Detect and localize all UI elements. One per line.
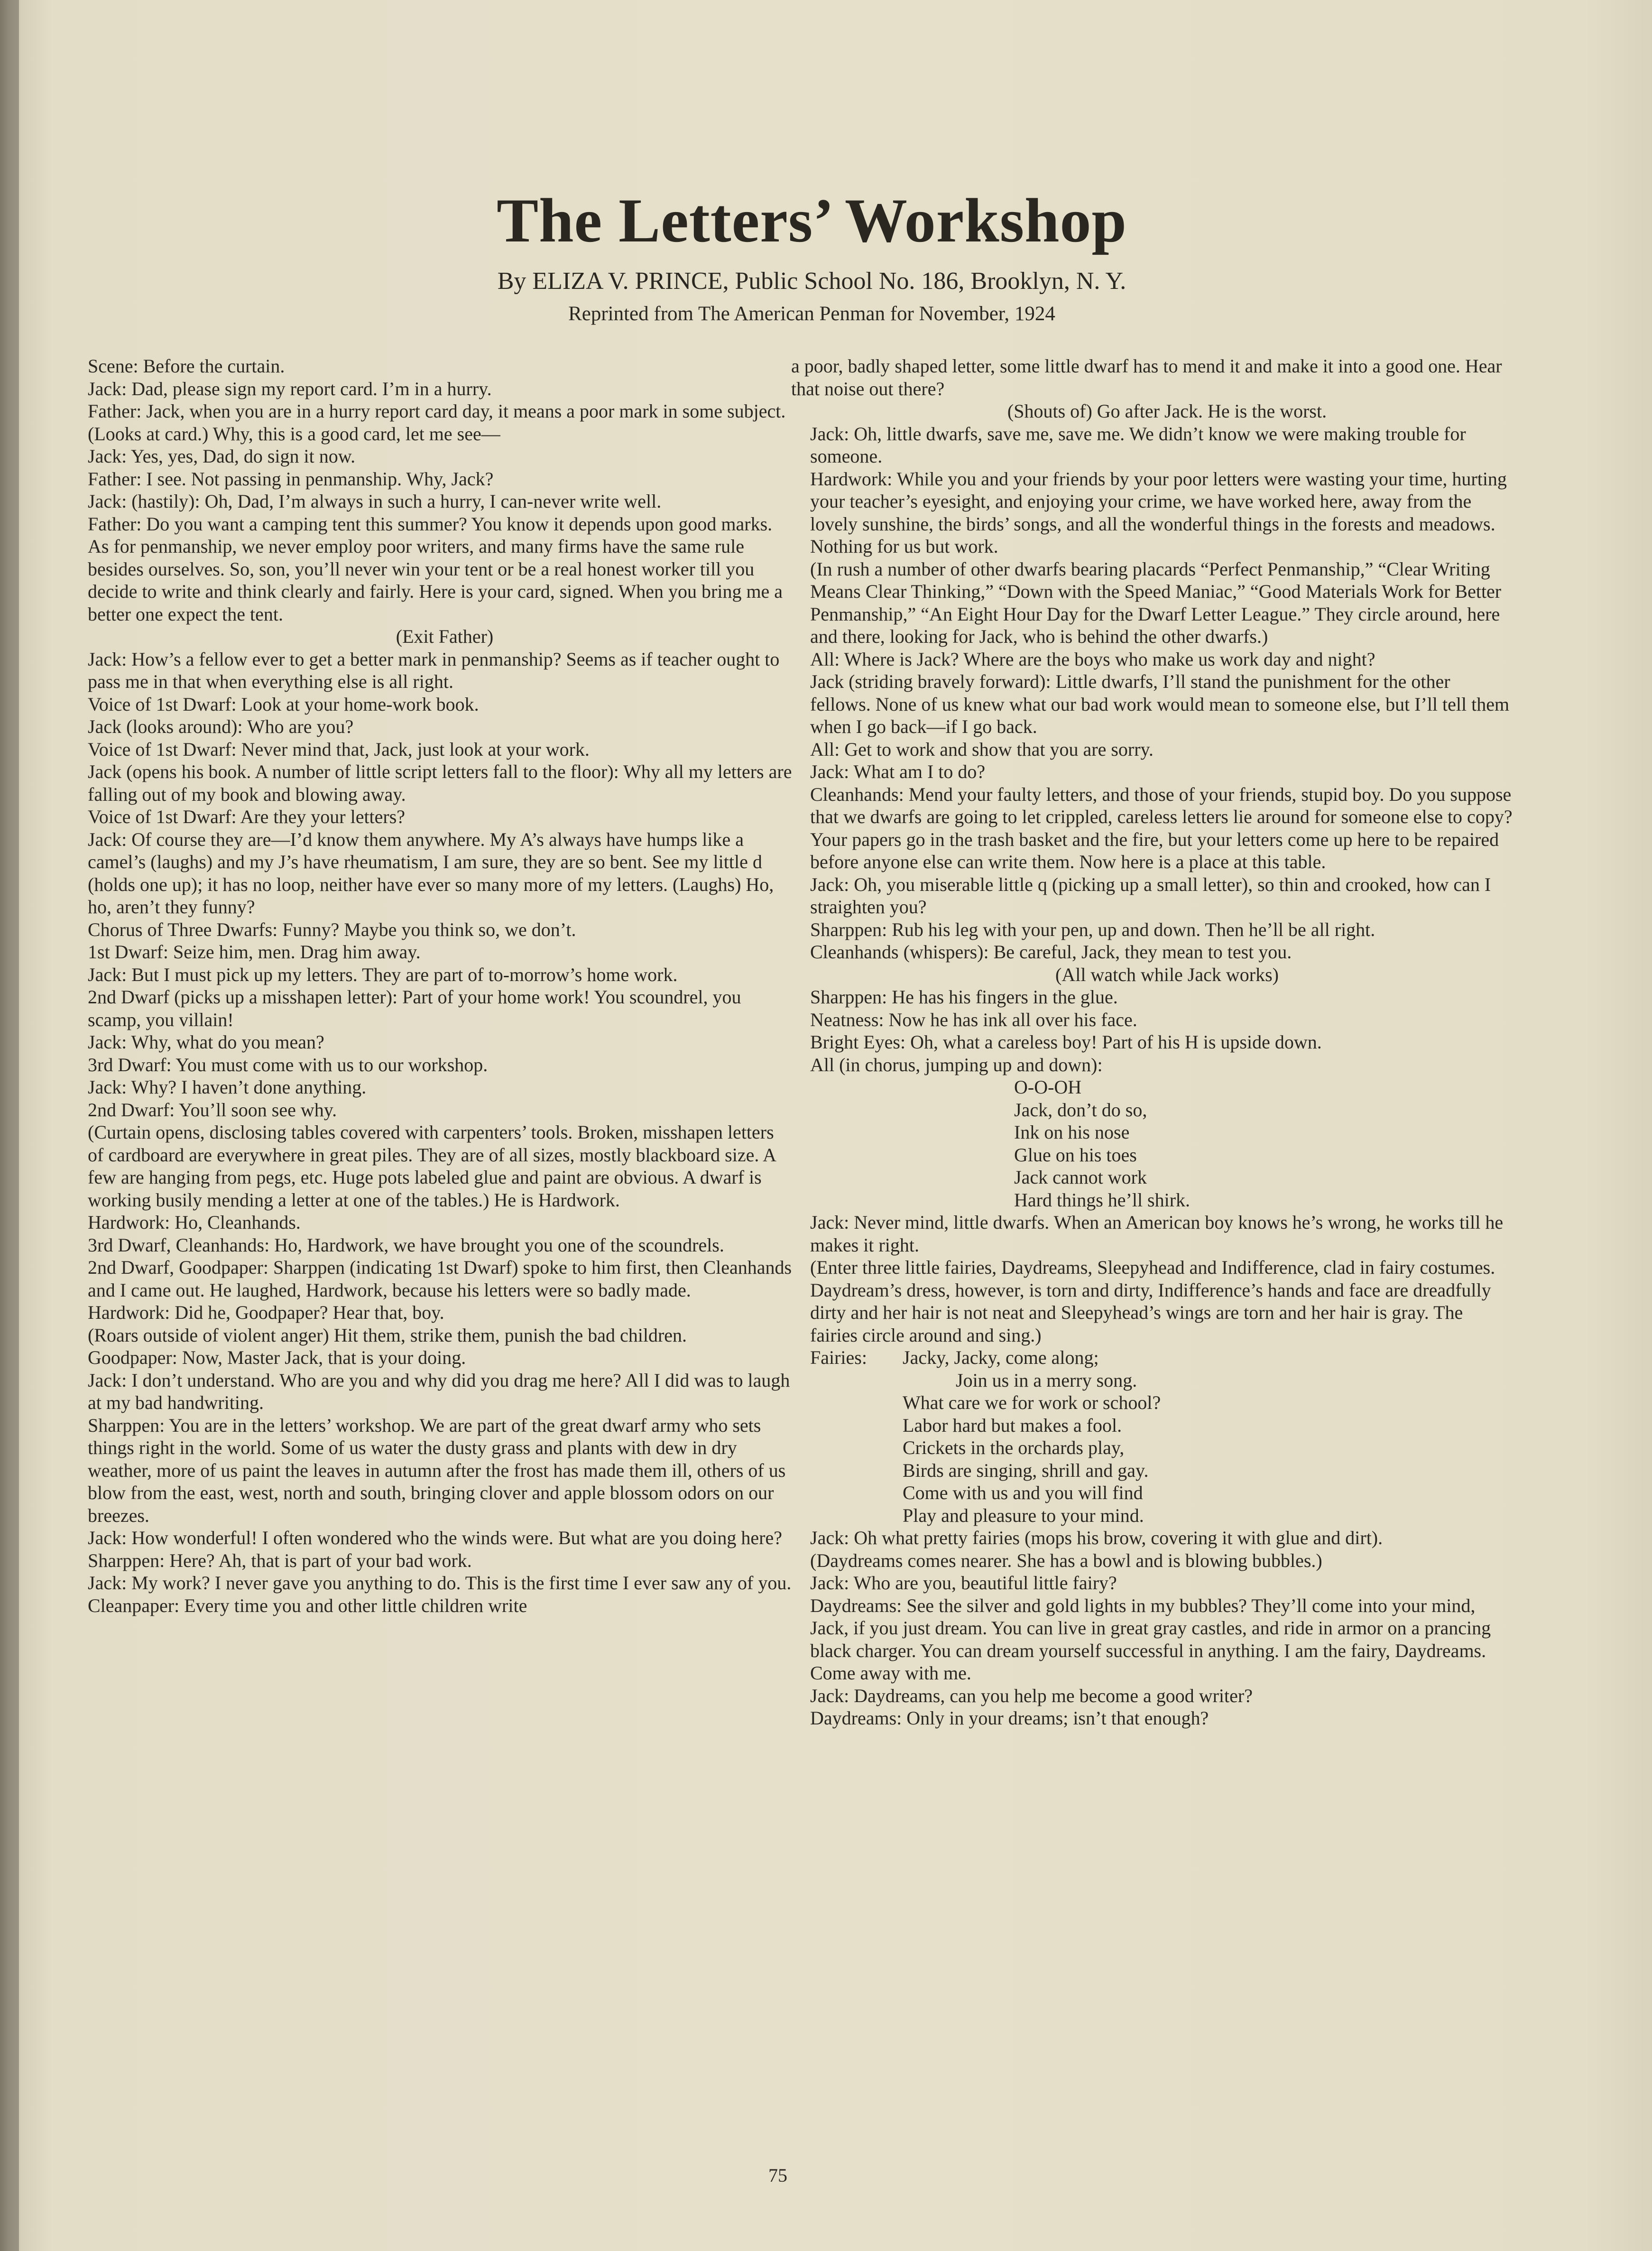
script-line: 2nd Dwarf: You’ll soon see why.	[88, 1099, 337, 1121]
book-gutter	[0, 0, 19, 2251]
script-line: Jack: Dad, please sign my report card. I’m in a hurry.	[88, 378, 492, 399]
script-line: Jack: Daydreams, can you help me become a good writer?	[810, 1685, 1253, 1706]
script-line: Hardwork: Did he, Goodpaper? Hear that, boy.	[88, 1302, 444, 1323]
chorus-verse-line: Jack cannot work	[1014, 1167, 1147, 1188]
script-line: Hardwork: While you and your friends by your poor letters were wasting your time, hurting your teacher’s eyesight, and enjoying your crime, we have worked here, away from the lovely sunshine, the birds’ songs, and all the wonderful things in the forests and meadows. Nothing for us but work.	[810, 468, 1507, 557]
script-line: Jack: Of course they are—I’d know them anywhere. My A’s always have humps like a camel’s (laughs) and my J’s have rheumatism, I am sure, they are so bent. See my little d (holds one up); it has no loop, neither have ever so many more of my letters. (Laughs) Ho, ho, aren’t they funny?	[88, 828, 774, 917]
song-line: Join us in a merry song.	[956, 1369, 1137, 1391]
script-line: Voice of 1st Dwarf: Never mind that, Jack, just look at your work.	[88, 738, 590, 760]
script-line: Jack: What am I to do?	[810, 761, 986, 782]
stage-direction: (Curtain opens, disclosing tables covered with carpenters’ tools. Broken, misshapen letters of cardboard are everywhere in great piles. They are of all sizes, mostly blackboard size. A few are hanging from pegs, etc. Huge pots labeled glue and paint are obvious. A dwarf is working busily mending a letter at one of the tables.) He is Hardwork.	[88, 1121, 775, 1211]
script-line: Sharppen: You are in the letters’ workshop. We are part of the great dwarf army who sets things right in the world. Some of us water the dusty grass and plants with dew in dry weather, more of us paint the leaves in autumn after the frost has made them ill, others of us blow from the east, west, north and south, bringing clover and apple blossom odors on our breezes.	[88, 1414, 786, 1526]
script-line: Cleanhands (whispers): Be careful, Jack, they mean to test you.	[810, 941, 1292, 963]
script-line: Father: I see. Not passing in penmanship. Why, Jack?	[88, 468, 494, 490]
script-line: All: Get to work and show that you are sorry.	[810, 738, 1154, 760]
script-line: All: Where is Jack? Where are the boys who make us work day and night?	[810, 648, 1375, 670]
script-line: 3rd Dwarf, Cleanhands: Ho, Hardwork, we have brought you one of the scoundrels.	[88, 1234, 724, 1256]
song-line: Labor hard but makes a fool.	[903, 1414, 1122, 1436]
chorus-verse-line: Jack, don’t do so,	[1014, 1099, 1147, 1121]
right-column	[791, 355, 1514, 1730]
script-line: Chorus of Three Dwarfs: Funny? Maybe you think so, we don’t.	[88, 918, 576, 940]
script-line: Jack: How wonderful! I often wondered who the winds were. But what are you doing here?	[88, 1527, 783, 1548]
fairies-song	[791, 1346, 1514, 1527]
script-line: Jack: How’s a fellow ever to get a better mark in penmanship? Seems as if teacher ought to pass me in that when everything else is all right.	[88, 648, 780, 692]
stage-direction: (All watch while Jack works)	[1055, 963, 1279, 985]
script-line: 1st Dwarf: Seize him, men. Drag him away.	[88, 941, 421, 963]
stage-direction: (Exit Father)	[396, 626, 494, 647]
script-line: Daydreams: See the silver and gold lights in my bubbles? They’ll come into your mind, Jack, if you just dream. You can live in great gray castles, and ride in armor on a prancing black charger. You can dream yourself successful in anything. I am the fairy, Daydreams. Come away with me.	[810, 1594, 1491, 1684]
chorus-verse-line: Ink on his nose	[1014, 1121, 1130, 1143]
song-lines	[903, 1346, 1161, 1527]
script-line: Jack: Why, what do you mean?	[88, 1031, 324, 1053]
song-line: Crickets in the orchards play,	[903, 1437, 1125, 1458]
script-line: 2nd Dwarf (picks up a misshapen letter): Part of your home work! You scoundrel, you scamp, you villain!	[88, 986, 741, 1030]
script-line: Jack: I don’t understand. Who are you and why did you drag me here? All I did was to laugh at my bad handwriting.	[88, 1369, 790, 1413]
speaker-label: Fairies:	[810, 1347, 867, 1368]
article-header	[0, 185, 1652, 328]
script-line: Voice of 1st Dwarf: Look at your home-work book.	[88, 693, 479, 715]
script-line: Neatness: Now he has ink all over his face.	[810, 1009, 1137, 1030]
script-line: Jack (opens his book. A number of little script letters fall to the floor): Why all my letters are falling out of my book and blowing away.	[88, 761, 792, 805]
stage-direction: (Enter three little fairies, Daydreams, Sleepyhead and Indifference, clad in fairy costumes. Daydream’s dress, however, is torn and dirty, Indifference’s hands and face are dreadfully dirty and her hair is not neat and Sleepyhead’s wings are torn and her hair is gray. The fairies circle around and sing.)	[810, 1257, 1495, 1346]
song-line: Jacky, Jacky, come along;	[903, 1347, 1099, 1368]
script-line: Jack: Never mind, little dwarfs. When an American boy knows he’s wrong, he works till he makes it right.	[810, 1212, 1504, 1256]
script-line: Goodpaper: Now, Master Jack, that is your doing.	[88, 1347, 466, 1368]
stage-direction: (Shouts of) Go after Jack. He is the worst.	[1007, 400, 1327, 422]
script-line: Jack (looks around): Who are you?	[88, 716, 354, 737]
script-line: Sharppen: Here? Ah, that is part of your bad work.	[88, 1549, 472, 1571]
script-line: Sharppen: Rub his leg with your pen, up and down. Then he’ll be all right.	[810, 918, 1375, 940]
page-number: 75	[768, 2165, 787, 2186]
song-line: What care we for work or school?	[903, 1392, 1161, 1413]
script-line: Jack: Oh, little dwarfs, save me, save me. We didn’t know we were making trouble for someone.	[810, 423, 1466, 467]
byline: By ELIZA V. PRINCE, Public School No. 186, Brooklyn, N. Y.	[497, 268, 1126, 295]
song-line: Play and pleasure to your mind.	[903, 1504, 1144, 1526]
script-line: a poor, badly shaped letter, some little dwarf has to mend it and make it into a good one. Hear that noise out there?	[791, 355, 1502, 399]
left-column	[69, 355, 792, 1617]
stage-direction: (Roars outside of violent anger) Hit them, strike them, punish the bad children.	[88, 1324, 687, 1346]
script-line: Bright Eyes: Oh, what a careless boy! Part of his H is upside down.	[810, 1031, 1322, 1053]
script-line: Hardwork: Ho, Cleanhands.	[88, 1212, 301, 1233]
script-line: Jack: But I must pick up my letters. They are part of to-morrow’s home work.	[88, 963, 678, 985]
chorus-verse-line: O-O-OH	[1014, 1076, 1082, 1098]
stage-direction: (In rush a number of other dwarfs bearing placards “Perfect Penmanship,” “Clear Writing Means Clear Thinking,” “Down with the Speed Maniac,” “Good Materials Work for Better Penmanship,” “An Eight Hour Day for the Dwarf Letter League.” They circle around, here and there, looking for Jack, who is behind the other dwarfs.)	[810, 558, 1502, 647]
script-line: Jack: Why? I haven’t done anything.	[88, 1076, 367, 1098]
script-line: Daydreams: Only in your dreams; isn’t that enough?	[810, 1707, 1209, 1729]
script-line: Cleanpaper: Every time you and other little children write	[88, 1594, 527, 1616]
script-line: Cleanhands: Mend your faulty letters, and those of your friends, stupid boy. Do you suppose that we dwarfs are going to let crippled, careless letters lie around for someone else to copy? Your papers go in the trash basket and the fire, but your letters come up here to be repaired before anyone else can write them. Now here is a place at this table.	[810, 783, 1513, 872]
chorus-verse-line: Glue on his toes	[1014, 1144, 1137, 1166]
script-line: Jack: Yes, yes, Dad, do sign it now.	[88, 445, 356, 467]
script-line: Jack: Oh what pretty fairies (mops his brow, covering it with glue and dirt).	[810, 1527, 1383, 1548]
script-line: 2nd Dwarf, Goodpaper: Sharppen (indicating 1st Dwarf) spoke to him first, then Cleanhands and I came out. He laughed, Hardwork, because his letters were so badly made.	[88, 1257, 792, 1301]
script-line: Voice of 1st Dwarf: Are they your letters?	[88, 806, 406, 827]
song-line: Birds are singing, shrill and gay.	[903, 1459, 1149, 1481]
script-line: Sharppen: He has his fingers in the glue.	[810, 986, 1118, 1008]
script-line: Father: Do you want a camping tent this summer? You know it depends upon good marks. As for penmanship, we never employ poor writers, and many firms have the same rule besides ourselves. So, son, you’ll never win your tent or be a real honest worker till you decide to write and think clearly and fairly. Here is your card, signed. When you bring me a better one expect the tent.	[88, 513, 783, 625]
reprint-note: Reprinted from The American Penman for November, 1924	[568, 303, 1055, 325]
song-line: Come with us and you will find	[903, 1482, 1143, 1503]
script-line: 3rd Dwarf: You must come with us to our workshop.	[88, 1054, 488, 1075]
chorus-verse-line: Hard things he’ll shirk.	[1014, 1189, 1191, 1211]
stage-direction: (Daydreams comes nearer. She has a bowl and is blowing bubbles.)	[810, 1549, 1322, 1571]
script-line: Father: Jack, when you are in a hurry report card day, it means a poor mark in some subject. (Looks at card.) Why, this is a good card, let me see—	[88, 400, 786, 445]
script-line: Jack: (hastily): Oh, Dad, I’m always in such a hurry, I can-never write well.	[88, 491, 662, 512]
script-line: Jack: My work? I never gave you anything to do. This is the first time I ever saw any of you.	[88, 1572, 792, 1593]
script-line: Jack: Who are you, beautiful little fairy?	[810, 1572, 1117, 1593]
script-line: Jack (striding bravely forward): Little dwarfs, I’ll stand the punishment for the other fellows. None of us knew what our bad work would mean to someone else, but I’ll tell them when I go back—if I go back.	[810, 671, 1510, 737]
script-line: Jack: Oh, you miserable little q (picking up a small letter), so thin and crooked, how can I straighten you?	[810, 873, 1491, 917]
script-line: Scene: Before the curtain.	[88, 355, 285, 377]
script-line: All (in chorus, jumping up and down):	[810, 1054, 1103, 1075]
article-title: The Letters’ Workshop	[497, 185, 1127, 255]
